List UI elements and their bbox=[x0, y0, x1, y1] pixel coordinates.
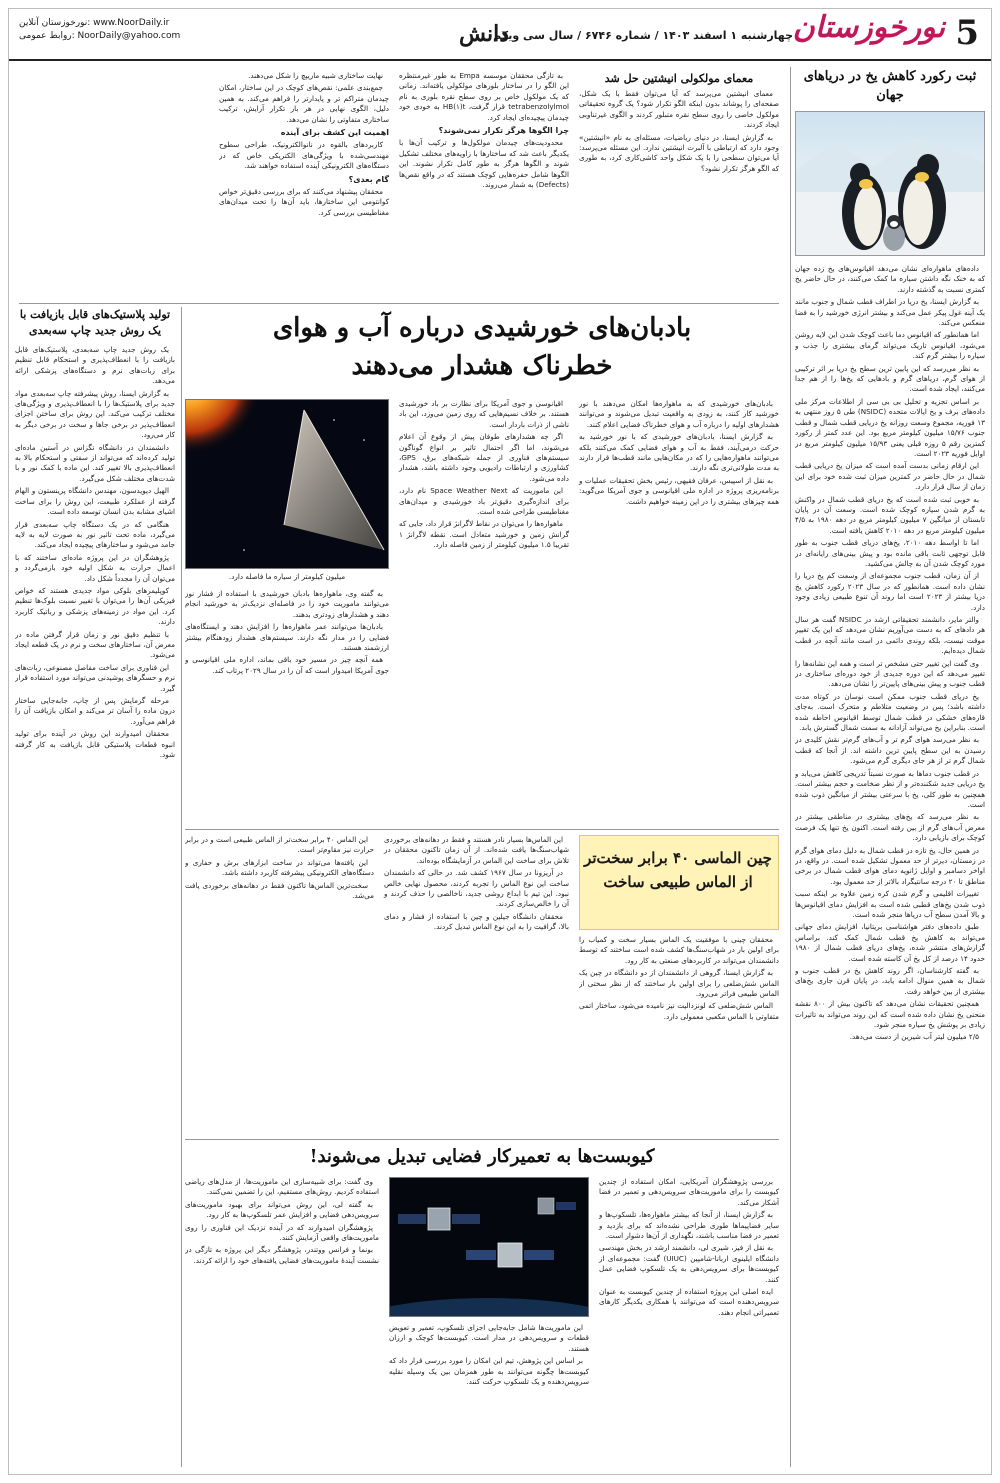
solar-photo-caption: میلیون کیلومتر از سیاره ما فاصله دارد. bbox=[228, 572, 346, 581]
cubesat-paragraph: بونما و فرانس ووتندر، پژوهشگر دیگر این پروژه به تازگی در نشست آیندهٔ ماموریت‌های فضایی یافته‌های خود را ارائه کردند. bbox=[185, 1245, 379, 1265]
column-divider bbox=[790, 67, 791, 1467]
solar-col-2 bbox=[399, 399, 569, 824]
ice-paragraph: در همین حال، یخ تازه در قطب شمال به دلیل دمای هوای گرم در زمستان، دیرتر از حد معمول تشکیل شده است. در واقع، در اواخر دسامبر و اوایل ژانویه دمای هوای قطب شمال در برخی مناطق تا ۲۰ درجه سانتیگراد بالاتر از حد معمول بود. bbox=[795, 845, 985, 886]
issue-dateline: چهارشنبه ۱ اسفند ۱۴۰۳ / شماره ۶۷۴۶ / سال سی ویکم bbox=[493, 29, 793, 42]
molecule-title: معمای مولکولی انیشتین حل شد bbox=[604, 72, 754, 85]
plastic-paragraph: هنگامی که در یک دستگاه چاپ سه‌بعدی قرار می‌گیرد، ماده تحت تاثیر نور به صورت لایه به لایه جامد می‌شود و ساختارهای پیچیده ایجاد می‌کند. bbox=[15, 519, 175, 550]
molecule-paragraph: محققان پیشنهاد می‌کنند که برای بررسی دقیق‌تر خواص کوانتومی این ساختارها، باید آن‌ها را تحت میدان‌های مغناطیسی بررسی کرد. bbox=[219, 187, 389, 217]
plastic-paragraph: به گزارش ایسنا، روش پیشرفته چاپ سه‌بعدی مواد جدید برای پلاستیک‌ها را با انعطاف‌پذیری و ویژگی‌های مختلف ترکیب می‌کند. این روش برای ساختن اجزای انعطاف‌پذیر در برخی جاها و سخت در برخی دیگر به کار می‌رود. bbox=[15, 388, 175, 440]
diamond-title-box bbox=[579, 835, 779, 930]
solar-paragraph: بادبان‌ها می‌توانند عمر ماهواره‌ها را افزایش دهند و ایستگاه‌های فضایی را در مدار نگه دارند. سیستم‌های هشدار زودهنگام بیشتر ارزشمند هستند. bbox=[185, 622, 389, 653]
ice-body bbox=[795, 264, 985, 1043]
diamond-col-2 bbox=[384, 835, 569, 1135]
solar-sail-photo bbox=[185, 399, 389, 569]
molecule-subhead: گام بعدی؟ bbox=[348, 174, 389, 184]
molecule-subhead: چرا الگوها هرگز تکرار نمی‌شوند؟ bbox=[438, 126, 569, 136]
diamond-article-cont bbox=[185, 835, 569, 1135]
solar-paragraph: به نقل از اسپیس، عرفان فقیهی، رئیس بخش تحقیقات عملیات و برنامه‌ریزی پروژه در اداره ملی اقیانوسی و جوی آمریکا می‌گوید: همه چیزهای بیشتری را در این زمینه خواهیم داشت. bbox=[579, 475, 779, 506]
ice-paragraph: در قطب جنوب دماها به صورت نسبتاً تدریجی کاهش می‌یابد و یخ دریایی جدید شکننده‌تر و از نظر ضخامت و حجم بیشتر است. همچنین به طور کلی، یخ با سرعتی بیشتر از میانگین ذوب شده است. bbox=[795, 768, 985, 809]
ice-paragraph: به گزارش ایسنا، یخ دریا در اطراف قطب شمال و جنوب مانند یک آینه غول پیکر عمل می‌کند و بیشتر انرژی خورشید را به فضا منعکس می‌کند. bbox=[795, 297, 985, 328]
cubesat-col-2 bbox=[389, 1323, 589, 1469]
diamond-paragraph: محققان دانشگاه جیلین و چین با استفاده از فشار و دمای بالا، گرافیت را به این نوع الماس تبدیل کردند. bbox=[384, 911, 569, 932]
cubesat-paragraph: وی گفت: برای شبیه‌سازی این ماموریت‌ها، از مدل‌های ریاضی استفاده کردیم. روش‌های مستقیم، این را تضمین نمی‌کنند. bbox=[185, 1177, 379, 1197]
page-header bbox=[9, 9, 992, 61]
cubesat-illustration bbox=[389, 1178, 588, 1317]
cubesat-col-3 bbox=[185, 1177, 379, 1469]
section-divider bbox=[19, 303, 779, 304]
ice-paragraph: بر اساس تجزیه و تحلیل بی بی سی از اطلاعات مرکز ملی داده‌های برف و یخ ایالات متحده (NSIDC) طی ۵ روز منتهی به ۱۳ فوریه، مجموع وسعت روزانه یخ دریایی قطب شمال و قطب جنوب ۱۵/۷۶ میلیون کیلومتر مربع بود. این عدد کمتر از رکورد کمترین رقم ۵ روزه قبلی یعنی ۱۵/۹۳ میلیون کیلومتر مربع در اوایل فوریه ۲۰۲۳ است. bbox=[795, 396, 985, 458]
molecule-paragraph: نهایت ساختاری شبیه ماریپچ را شکل می‌دهند. bbox=[248, 71, 383, 80]
cubesat-paragraph: به گفته لی، این روش می‌تواند برای بهبود ماموریت‌های سرویس‌دهی فضایی و افزایش عمر تلسکوپ‌ها به کار رود. bbox=[185, 1199, 379, 1220]
cubesat-article bbox=[185, 1143, 779, 1469]
diamond-title: چین الماسی ۴۰ برابر سخت‌تر از الماس طبیعی ساخت bbox=[584, 849, 772, 891]
molecule-col-3 bbox=[219, 71, 389, 299]
plastic-paragraph: یک روش جدید چاپ سه‌بعدی، پلاستیک‌های قابل بازیافت را با انعطاف‌پذیری و استحکام قابل تنظیم برای ربات‌های نرم و دستگاه‌های پزشکی ارائه می‌دهد. bbox=[15, 345, 175, 386]
page-number: 5 bbox=[955, 13, 979, 53]
penguin-illustration bbox=[795, 112, 984, 256]
diamond-paragraph: در آریزونا در سال ۱۹۶۷ کشف شد. در حالی که دانشمندان ساخت این نوع الماس را تجربه کردند، محصول نهایی خالص نبود. این تیم با ابداع روشی جدید، ناخالصی را حذف کردند و آن را خالص‌سازی کردند. bbox=[384, 868, 569, 909]
plastic-paragraph: محققان امیدوارند این روش در آینده برای تولید انبوه قطعات پلاستیکی قابل بازیافت به کار گرفته شود. bbox=[15, 729, 175, 760]
plastic-paragraph: پژوهشگران در این پروژه ماده‌ای ساختند که با اعمال حرارت به شکل اولیه خود بازمی‌گردد و می‌توان آن را مجدداً شکل داد. bbox=[15, 552, 175, 583]
solar-sail-illustration bbox=[185, 400, 388, 569]
ice-title: ثبت رکورد کاهش یخ در دریاهای جهان bbox=[803, 69, 977, 103]
solar-paragraph: به گفته وی، ماهواره‌ها بادبان خورشیدی با استفاده از فشار نور می‌توانند ماموریت خود را در فاصله‌ای نزدیک‌تر به خورشید انجام دهند و هشدارهای زودتری بدهند. bbox=[185, 589, 389, 619]
solar-paragraph: همه آنچه چیز در مسیر خود باقی بماند، اداره ملی اقیانوسی و جوی آمریکا امیدوار است که آن را در سال ۲۰۲۹ پرتاب کند. bbox=[185, 655, 389, 675]
solar-title-line-2: خطرناک هشدار می‌دهند bbox=[351, 351, 613, 381]
ice-paragraph: از آن زمان، قطب جنوب مجموعه‌ای از وسعت کم یخ دریا را نشان داده است. همانطور که در سال ۲۰۲۳ رکورد کاهش یخ دریا بیشتر از ۲۰۲۳ است اما روند آن تنوع طبیعی زیادی وجود دارد. bbox=[795, 571, 985, 612]
molecule-subhead: اهمیت این کشف برای آینده bbox=[280, 128, 389, 138]
diamond-paragraph: الماس شش‌ضلعی که لونزدالیت نیز نامیده می‌شود، ساختار اتمی متفاوتی با الماس مکعبی معمولی دارد. bbox=[579, 1001, 779, 1021]
diamond-paragraph: سخت‌ترین الماس‌ها تاکنون فقط در دهانه‌های برخوردی یافت می‌شد. bbox=[185, 880, 374, 901]
contact-website: نورخوزستان آنلاین: www.NoorDaily.ir bbox=[19, 18, 170, 28]
plastic-paragraph: کوپلیمرهای بلوکی مواد جدیدی هستند که خواص فیزیکی آن‌ها را می‌توان با تغییر نسبت بلوک‌ها تنظیم کرد. این مواد در زمینه‌های پزشکی و رباتیک کاربرد دارند. bbox=[15, 585, 175, 627]
cubesat-photo bbox=[389, 1177, 589, 1317]
diamond-paragraph: این الماس ۴۰ برابر سخت‌تر از الماس طبیعی است و در برابر حرارت نیز مقاوم‌تر است. bbox=[185, 835, 374, 855]
diamond-paragraph: این یافته‌ها می‌تواند در ساخت ابزارهای برش و حفاری و دستگاه‌های الکترونیکی پیشرفته کاربرد داشته باشد. bbox=[185, 857, 374, 878]
diamond-paragraph: محققان چینی با موفقیت یک الماس بسیار سخت و کمیاب را برای اولین بار در شهاب‌سنگ‌ها کشف شده است ساختند که توسط دانشمندان می‌تواند در کاربردهای صنعتی به کار رود. bbox=[579, 935, 779, 965]
cubesat-paragraph: به نقل از فیز، شیری لی، دانشمند ارشد در بخش مهندسی دانشگاه ایلینوی اربانا-شامپین (UIUC) گفت: مجموعه‌ای از کیوبست‌ها برای سرویس‌دهی به یک تلسکوپ فضایی عمل کنند. bbox=[599, 1243, 779, 1284]
solar-paragraph: ماهواره‌ها را می‌توان در نقاط لاگرانژ قرار داد، جایی که گرانش زمین و خورشید متعادل است. نقطه لاگرانژ ۱ تقریبا ۱.۵ میلیون کیلومتر از زمین فاصله دارد. bbox=[399, 519, 569, 550]
cubesat-paragraph: این ماموریت‌ها شامل جابه‌جایی اجزای تلسکوپ، تعمیر و تعویض قطعات و سرویس‌دهی در مدار است. کیوبست‌ها کوچک و ارزان هستند. bbox=[389, 1323, 589, 1353]
solar-paragraph: بادبان‌های خورشیدی که به ماهواره‌ها امکان می‌دهند با نور خورشید کار کنند، به زودی به واقعیت تبدیل می‌شوند و می‌توانند هشدارهای اولیه را درباره آب و هوای خطرناک فضایی اعلام کنند. bbox=[579, 399, 779, 429]
ice-paragraph: این ارقام زمانی بدست آمده است که میزان یخ دریایی قطب شمال در حال حاضر در کمترین میزان ثبت شده خود برای این زمان از سال قرار دارد. bbox=[795, 461, 985, 492]
section-title: دانش bbox=[459, 21, 510, 47]
molecule-paragraph: کاربردهای بالقوه در نانوالکترونیک، طراحی سطوح مهندسی‌شده با ویژگی‌های الکتریکی خاص که در دستگاه‌های الکترونیکی آینده استفاده خواهند شد. bbox=[219, 140, 389, 171]
section-divider bbox=[185, 1139, 779, 1140]
plastic-paragraph: دانشمندان در دانشگاه تگزاس در آستین ماده‌ای تولید کرده‌اند که می‌تواند از سفتی و استحکام بالا به انعطاف‌پذیری بالا تغییر کند. این ماده با کمک نور و با شدت‌های مختلف شکل می‌گیرد. bbox=[15, 442, 175, 483]
ice-paragraph: به گفته کارشناسان، اگر روند کاهش یخ در قطب جنوب و شمال به همین منوال ادامه یابد، در پایان قرن جاری یخ‌های بیشتری از بین خواهد رفت. bbox=[795, 966, 985, 996]
ice-paragraph: همچنین تحقیقات نشان می‌دهد که تاکنون بیش از ۸۰۰ نقشه منحنی یخ نشان داده شده است که این روند می‌تواند به تاثیرات زیادی بر پوشش یخ سیاره منجر شود. bbox=[795, 999, 985, 1030]
diamond-paragraph: این الماس‌ها بسیار نادر هستند و فقط در دهانه‌های برخوردی شهاب‌سنگ‌ها یافت شده‌اند. از آن زمان تاکنون محققان در تلاش برای ساخت این الماس در آزمایشگاه بوده‌اند. bbox=[384, 835, 569, 865]
plastic-paragraph: این فناوری برای ساخت مفاصل مصنوعی، ربات‌های نرم و حسگرهای پوشیدنی می‌تواند مورد استفاده قرار گیرد. bbox=[15, 662, 175, 693]
cubesat-paragraph: پژوهشگران امیدوارند که در آینده نزدیک این فناوری را روی ماموریت‌های واقعی آزمایش کنند. bbox=[185, 1222, 379, 1243]
ice-paragraph: تغییرات اقلیمی و گرم شدن کره زمین علاوه بر اینکه سبب ذوب شدن یخ‌های قطبی شده است به افزایش دمای اقیانوس‌ها و بالا آمدن سطح آب دریاها منجر شده است. bbox=[795, 889, 985, 919]
ice-paragraph: به نظر می‌رسد که این پایین ترین سطح یخ دریا بر اثر ترکیبی از هوای گرم، دریاهای گرم و بادهایی که یخ‌ها را از هم جدا می‌کنند، ایجاد شده است. bbox=[795, 363, 985, 394]
molecule-col-1 bbox=[579, 89, 779, 299]
newspaper-logo: نورخوزستان bbox=[792, 10, 945, 45]
ice-paragraph: یخ دریای قطب جنوب ممکن است نوسان در کوتاه مدت داشته باشد؛ پس در وضعیت متلاطم و متحرک است. به‌جای قاره‌های خشکی در قطب شمال توسط اقیانوس احاطه شده است. بنابراین یخ می‌تواند آزادانه به سمت شمال گسترش یابد. bbox=[795, 691, 985, 733]
plastic-paragraph: مرحله گرمایش پس از چاپ، جابه‌جایی ساختار درون ماده را آسان تر می‌کند و امکان بازیافت آن را فراهم می‌آورد. bbox=[15, 696, 175, 726]
plastic-paragraph: با تنظیم دقیق نور و زمان قرار گرفتن ماده در معرض آن، ساختارهای سخت و نرم در یک قطعه ایجاد می‌شود. bbox=[15, 629, 175, 660]
solar-paragraph: اگر چه هشدارهای طوفان پیش از وقوع آن اعلام می‌شوند، اما اگر احتمال تاثیر بر انواع گوناگون سیستم‌های فناوری از جمله شبکه‌های برق، GPS، کشاورزی و ارتباطات رادیویی وجود داشته باشد، هشدار داده می‌شود. bbox=[399, 432, 569, 483]
ice-paragraph: وی گفت این تغییر حتی مشخص تر است و همه این نشانه‌ها را تغییر می‌دهد که این دوره جدیدی از خود دوره‌ای ساختاری در قطب جنوب و پیش بینی‌های پایین‌تر را نشان می‌دهد. bbox=[795, 658, 985, 689]
ice-paragraph: ۲/۵ میلیون لیتر آب شیرین از دست می‌دهد. bbox=[849, 1032, 979, 1042]
molecule-paragraph: جمع‌بندی علمی: نقص‌های کوچک در این ساختار، امکان چیدمان متراکم تر و پایدارتر را فراهم می‌کند. به همین دلیل، الگوی نهایی در هر بار تکرار آرایش، ترکیب ساختاری متفاوتی را نشان می‌دهد. bbox=[219, 83, 389, 124]
solar-title-line-1: بادبان‌های خورشیدی درباره آب و هوای bbox=[272, 313, 692, 343]
ice-paragraph: طبق داده‌های دفتر هواشناسی بریتانیا، افزایش دمای جهانی می‌تواند به کاهش یخ قطب شمال کمک کند. براساس گزارش‌های منتشر شده، یخ‌های دریای قطب شمال از ۱۹۸۰ حدود ۱۴ درصد از کل یخ آن کاسته شده است. bbox=[795, 922, 985, 963]
cubesat-paragraph: ایده اصلی این پروژه استفاده از چندین کیوبست به عنوان سرویس‌دهنده است که می‌توانند با همکاری یکدیگر کارهای تعمیراتی انجام دهند. bbox=[599, 1287, 779, 1317]
molecule-paragraph: به تازگی محققان موسسه Empa به طور غیرمنتظره این الگو را در ساختار بلورهای مولکولی یافته‌اند. زمانی که یک مولکول خاص بر روی سطح نقره بلوری به نام tetrabenzolylmol قرار گرفت، HB(۱)t به خودی خود چیدمان پیچیده‌ای ایجاد کرد. bbox=[399, 71, 569, 122]
ice-paragraph: به خوبی ثبت شده است که یخ دریای قطب شمال در واکنش به گرم شدن سیاره کوچک شده است. وسعت آن در پایان تابستان از میانگین ۷ میلیون کیلومتر مربع در دهه ۱۹۸۰ به ۴/۵ میلیون کیلومتر مربع در دهه ۲۰۱۰ کاهش یافته است. bbox=[795, 494, 985, 535]
plastic-title: تولید پلاستیک‌های قابل بازیافت با یک روش جدید چاپ سه‌بعدی bbox=[19, 308, 171, 337]
diamond-article bbox=[579, 935, 779, 1135]
column-divider bbox=[181, 307, 182, 1467]
cubesat-paragraph: به گزارش ایسنا، از آنجا که بیشتر ماهواره‌ها، تلسکوپ‌ها و سایر فضاپیماها طوری طراحی نشده‌اند که برای بازدید و تعمیر در فضا مناسب باشند، نگهداری از آن‌ها دشوار است. bbox=[599, 1210, 779, 1241]
newspaper-page bbox=[8, 8, 992, 1475]
plastic-paragraph: الهیل دیویدسون، مهندس دانشگاه پرینستون و الهام گرفته از عملکرد طبیعت، این روش را برای ساخت اشیای مشابه بدن انسان توسعه داده است. bbox=[15, 486, 175, 517]
cubesat-title: کیوبست‌ها به تعمیرکار فضایی تبدیل می‌شوند! bbox=[309, 1146, 655, 1167]
diamond-col-1 bbox=[579, 935, 779, 1022]
solar-paragraph: اقیانوسی و جوی آمریکا برای نظارت بر باد خورشیدی هستند. بر خلاف نسیم‌هایی که روی زمین می‌وزد، این باد ناشی از ذرات باردار است. bbox=[399, 399, 569, 429]
diamond-paragraph: به گزارش ایسنا، گروهی از دانشمندان از دو دانشگاه در چین یک الماس شش‌ضلعی را برای اولین بار ساختند که از نظر سختی از الماس طبیعی فراتر می‌رود. bbox=[579, 968, 779, 999]
penguins-photo bbox=[795, 111, 985, 256]
molecule-col-2 bbox=[399, 71, 569, 299]
cubesat-paragraph: بر اساس این پژوهش، تیم این امکان را مورد بررسی قرار داد که کیوبست‌ها چگونه می‌توانند به طور همزمان بین یک وسیله نقلیه سرویس‌دهنده و یک تلسکوپ حرکت کنند. bbox=[389, 1356, 589, 1387]
contact-email: روابط عمومی: NoorDaily@yahoo.com bbox=[19, 31, 181, 41]
molecule-paragraph: محدودیت‌های چیدمان مولکول‌ها و ترکیب آن‌ها با یکدیگر باعث شد که ساختارها با زاویه‌های مختلف تشکیل شوند و الگوها هرگز به طور کامل تکرار نشوند. این الگوها شامل حفره‌هایی کوچک هستند که در واقع نقص‌ها (Defects) به شمار می‌روند. bbox=[399, 138, 569, 190]
plastic-article bbox=[15, 307, 175, 1467]
solar-article bbox=[185, 309, 779, 824]
ice-paragraph: والتر مایر، دانشمند تحقیقاتی ارشد در NSIDC گفت هر سال هر دادهای که به دست می‌آوریم نشان می‌دهد که این یک تغییر موقت نیست، بلکه روندی دائمی در است مانند آنچه در قطب شمال دیده‌ایم. bbox=[795, 615, 985, 656]
ice-paragraph: داده‌های ماهواره‌ای نشان می‌دهد اقیانوس‌های یخ زده جهان که به خنک نگه داشتن سیاره ما کمک می‌کنند، در حال حاضر یخ کمتری نسبت به گذشته دارند. bbox=[795, 264, 985, 294]
diamond-col-3 bbox=[185, 835, 374, 1135]
ice-paragraph: به نظر می‌رسد که یخ‌های بیشتری در مناطقی بیشتر در معرض آب‌های گرم از بین رفته است. اکنون یخ تنها یک فرصت کوچک برای بازیابی دارد. bbox=[795, 812, 985, 843]
section-divider bbox=[185, 829, 779, 830]
ice-article bbox=[795, 67, 985, 1467]
ice-paragraph: اما همانطور که اقیانوس دما باعث کوچک شدن این لایه روشن می‌شود، اقیانوس تاریک می‌تواند گرمای بیشتری را جذب و سیاره را بیشتر گرم کند. bbox=[795, 330, 985, 361]
molecule-article bbox=[219, 71, 779, 299]
ice-paragraph: به نظر می‌رسد هوای گرم تر و آب‌های گرم‌تر نقش کلیدی در رسیدن به این سطح پایین ترین داشته اند. از آنجا که قطب شمال گرم تر از هر جای دیگری گرم می‌شود. bbox=[795, 735, 985, 766]
molecule-paragraph: معمای انیشتین می‌پرسد که آیا می‌توان فقط با یک شکل، صفحه‌ای را پوشاند بدون اینکه الگو تکرار شود؟ یک گروه تحقیقاتی مولکول خاصی را روی سطح نقره متبلور کردند و الگوی غیرتناوبی ایجاد کردند. bbox=[579, 89, 779, 130]
ice-paragraph: اما تا اواسط دهه ۲۰۱۰، یخ‌های دریای قطب جنوب به طور قابل توجهی ثابت باقی مانده بود و پیش بینی‌های رایانه‌ای در مورد کوچک شدن آن به چالش می‌کشید. bbox=[795, 538, 985, 568]
cubesat-paragraph: بررسی پژوهشگران آمریکایی، امکان استفاده از چندین کیوبست را برای ماموریت‌های سرویس‌دهی و تعمیر در فضا آشکار می‌کند. bbox=[599, 1177, 779, 1207]
solar-paragraph: این ماموریت که Space Weather Next نام دارد، برای اندازه‌گیری دقیق‌تر باد خورشیدی و میدان‌های مغناطیسی طراحی شده است. bbox=[399, 486, 569, 517]
molecule-paragraph: به گزارش ایسنا، در دنیای ریاضیات، مسئله‌ای به نام «انیشتین» وجود دارد که ارتباطی با آلبرت انیشتین ندارد. این مسئله می‌پرسد: آیا می‌توان سطحی را با یک شکل واحد کاشی‌کاری کرد، به طوری که الگو هرگز تکرار نشود؟ bbox=[579, 132, 779, 173]
solar-col-1 bbox=[579, 399, 779, 824]
cubesat-col-1 bbox=[599, 1177, 779, 1469]
plastic-body bbox=[15, 345, 175, 760]
contact-info bbox=[19, 17, 180, 43]
solar-col-3 bbox=[185, 589, 389, 824]
solar-paragraph: به گزارش ایسنا، بادبان‌های خورشیدی که با نور خورشید به حرکت درمی‌آیند، فقط به آب و هوای فضایی کمک می‌کنند بلکه می‌توانند ماهواره‌هایی را که در مکان‌هایی مانند قطب‌ها قرار دارند به مدت طولانی‌تری نگه دارند. bbox=[579, 432, 779, 473]
